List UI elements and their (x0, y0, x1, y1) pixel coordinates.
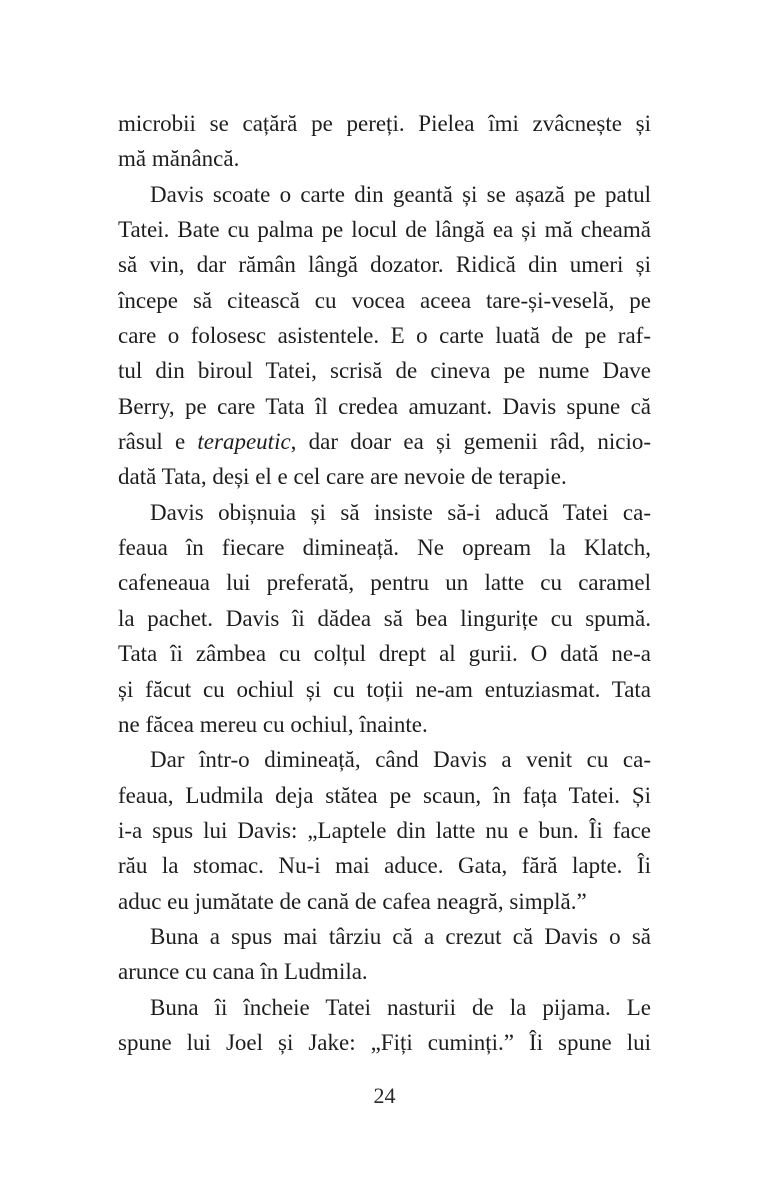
text-line: la pachet. Davis îi dădea să bea lingurițe cu spumă. (118, 605, 651, 631)
text-line: microbii se cațără pe pereți. Pielea îmi zvâcnește și (118, 111, 651, 136)
paragraph (118, 177, 651, 495)
page-number: 24 (373, 1083, 396, 1108)
text-line: începe să citească cu vocea aceea tare-și-veselă, pe (118, 287, 651, 313)
text-line: rău la stomac. Nu-i mai aduce. Gata, fără lapte. Îi (118, 853, 651, 879)
page-text (118, 106, 651, 1060)
paragraph (118, 106, 651, 177)
text-line: care o folosesc asistentele. E o carte luată de pe raf- (118, 323, 651, 349)
text-line: spune lui Joel și Jake: „Fiți cuminți.” Îi spune lui (118, 1029, 651, 1055)
text-line: Davis scoate o carte din geantă și se așază pe patul (150, 181, 651, 207)
text-line: să vin, dar rămân lângă dozator. Ridică din umeri și (118, 252, 651, 278)
paragraph (118, 990, 651, 1061)
text-line: feaua, Ludmila deja stătea pe scaun, în fața Tatei. Și (118, 782, 651, 808)
text-line: i-a spus lui Davis: „Laptele din latte nu e bun. Îi face (118, 817, 651, 843)
paragraph (118, 495, 651, 742)
text-line: arunce cu cana în Ludmila. (118, 959, 368, 985)
text-line: Berry, pe care Tata îl credea amuzant. Davis spune că (118, 393, 651, 419)
text-line: ne făcea mereu cu ochiul, înainte. (118, 711, 428, 737)
text-line: cafeneaua lui preferată, pentru un latte cu caramel (118, 570, 651, 596)
text-line: mă mănâncă. (118, 146, 240, 172)
paragraph (118, 742, 651, 919)
text-line: dată Tata, deși el e cel care are nevoie de terapie. (118, 464, 567, 490)
text-line: Davis obișnuia și să insiste să-i aducă Tatei ca- (150, 499, 651, 525)
text-line: aduc eu jumătate de cană de cafea neagră, simplă.” (118, 888, 587, 914)
paragraph (118, 919, 651, 990)
text-line: feaua în fiecare dimineață. Ne opream la Klatch, (118, 535, 651, 561)
text-line: și făcut cu ochiul și cu toții ne-am entuziasmat. Tata (118, 676, 651, 702)
text-line: Buna îi încheie Tatei nasturii de la pijama. Le (150, 994, 651, 1020)
text-line: tul din biroul Tatei, scrisă de cineva pe nume Dave (118, 358, 651, 384)
text-line: râsul e terapeutic, dar doar ea și gemenii râd, nicio- (118, 429, 651, 455)
text-line: Buna a spus mai târziu că a crezut că Davis o să (150, 923, 651, 949)
text-line: Tatei. Bate cu palma pe locul de lângă ea și mă cheamă (118, 217, 651, 243)
text-line: Dar într-o dimineață, când Davis a venit cu ca- (150, 747, 651, 773)
text-line: Tata îi zâmbea cu colțul drept al gurii. O dată ne-a (118, 641, 651, 667)
